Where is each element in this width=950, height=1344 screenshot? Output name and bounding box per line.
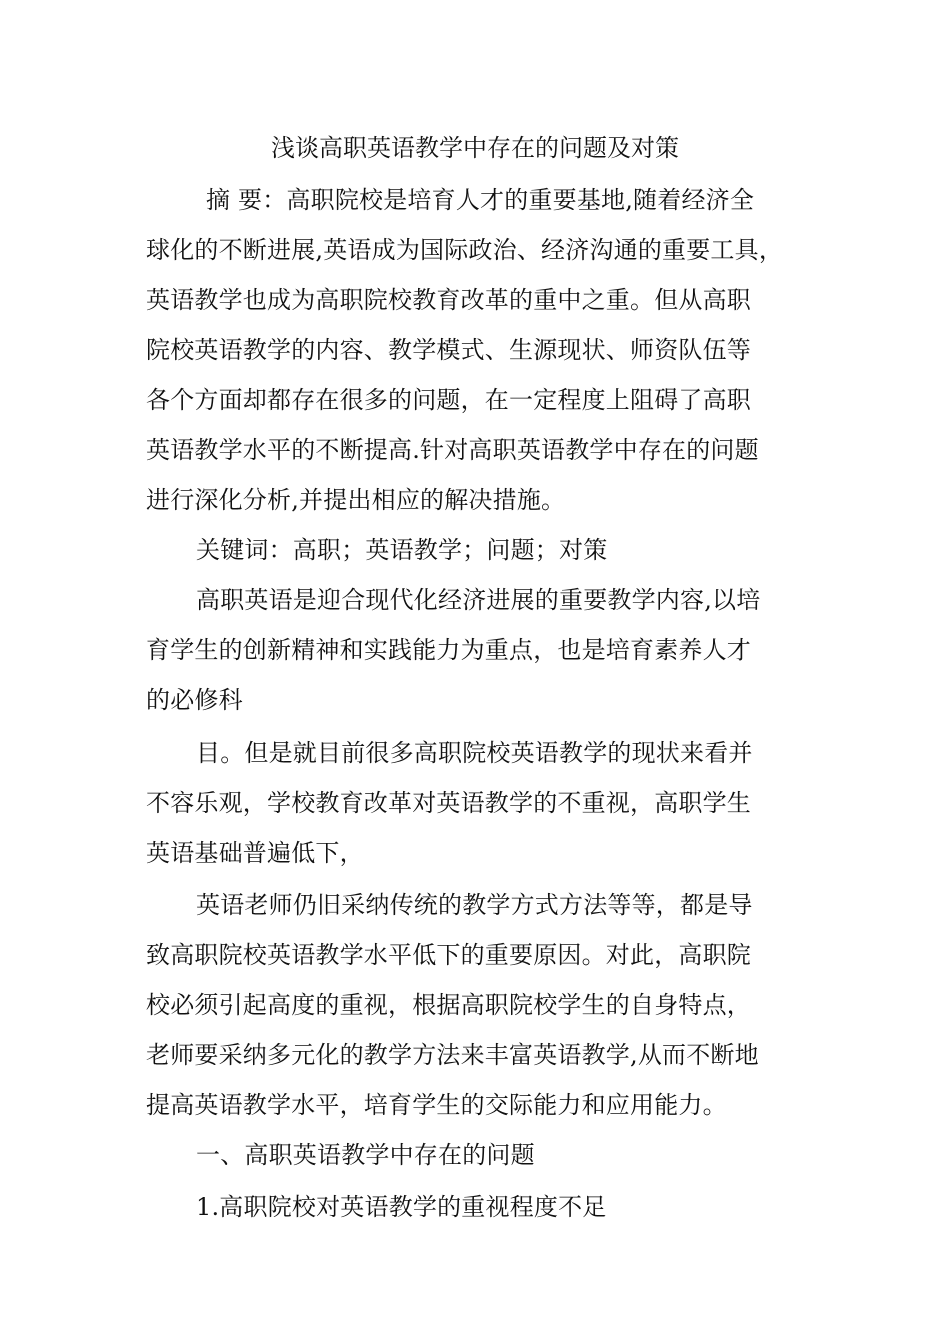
abstract-line: 英语教学水平的不断提高.针对高职英语教学中存在的问题 [146,436,759,464]
abstract-line: 各个方面却都存在很多的问题，在一定程度上阻碍了高职 [146,386,751,414]
abstract-line: 英语教学也成为高职院校教育改革的重中之重。但从高职 [146,286,751,314]
paragraph-line: 老师要采纳多元化的教学方法来丰富英语教学,从而不断地 [146,1041,759,1069]
paragraph-line: 育学生的创新精神和实践能力为重点，也是培育素养人才 [146,636,751,664]
abstract-line: 进行深化分析,并提出相应的解决措施。 [146,486,566,514]
paragraph-line: 目。但是就目前很多高职院校英语教学的现状来看并 [196,739,753,767]
section-heading: 一、高职英语教学中存在的问题 [196,1141,535,1169]
paragraph-line: 校必须引起高度的重视，根据高职院校学生的自身特点， [146,991,751,1019]
abstract-line: 摘 要：高职院校是培育人才的重要基地,随着经济全 [206,186,755,214]
abstract-line: 院校英语教学的内容、教学模式、生源现状、师资队伍等 [146,336,751,364]
paragraph-line: 致高职院校英语教学水平低下的重要原因。对此，高职院 [146,941,751,969]
paragraph-line: 高职英语是迎合现代化经济进展的重要教学内容,以培 [196,586,761,614]
document-title: 浅谈高职英语教学中存在的问题及对策 [271,134,679,162]
abstract-line: 球化的不断进展,英语成为国际政治、经济沟通的重要工具， [146,236,784,264]
paragraph-line: 英语老师仍旧采纳传统的教学方式方法等等，都是导 [196,891,753,919]
subsection-heading: 1.高职院校对英语教学的重视程度不足 [196,1193,607,1221]
paragraph-line: 提高英语教学水平，培育学生的交际能力和应用能力。 [146,1091,727,1119]
paragraph-line: 的必修科 [146,686,243,714]
paragraph-line: 不容乐观，学校教育改革对英语教学的不重视，高职学生 [146,789,751,817]
keywords-line: 关键词：高职；英语教学；问题；对策 [196,536,608,564]
paragraph-line: 英语基础普遍低下， [146,839,364,867]
